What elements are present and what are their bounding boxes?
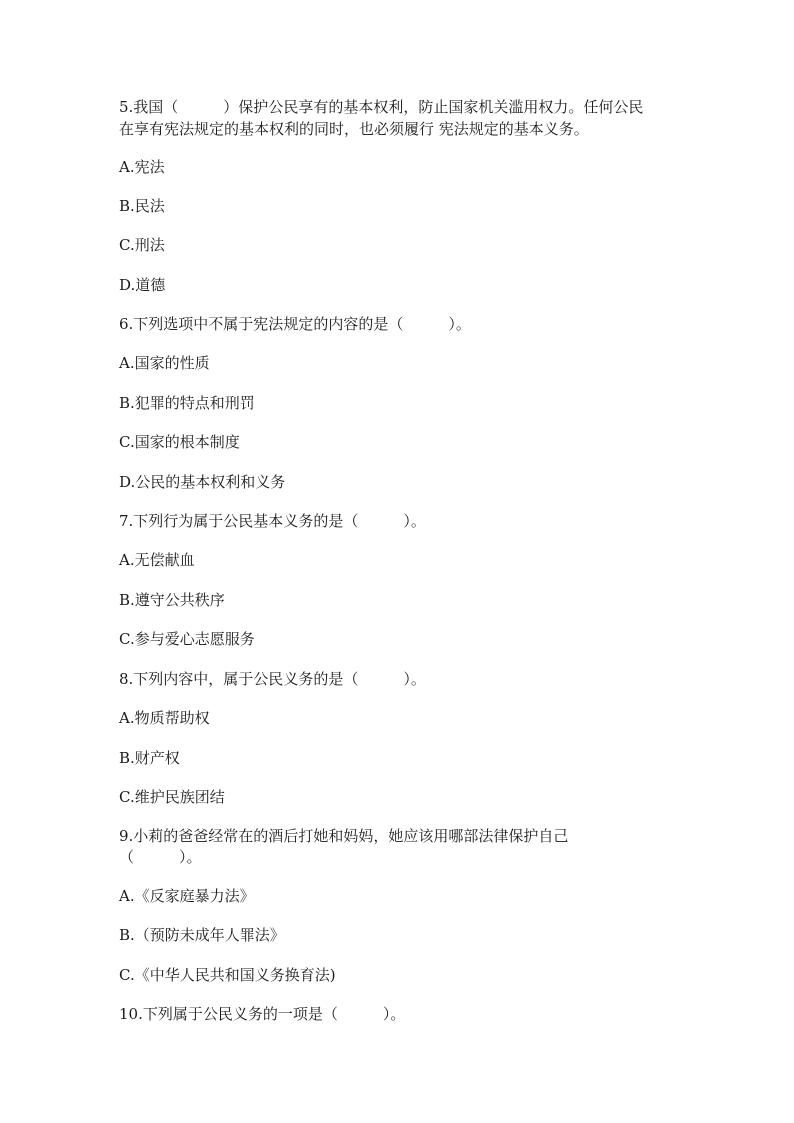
question-6-option-b: B.犯罪的特点和刑罚	[119, 394, 255, 412]
question-9-option-a: A.《反家庭暴力法》	[119, 887, 255, 905]
question-6-option-a: A.国家的性质	[119, 354, 210, 372]
question-6-option-c: C.国家的根本制度	[119, 433, 240, 451]
question-9-stem-line-1: 9.小莉的爸爸经常在的酒后打她和妈妈，她应该用哪部法律保护自己	[119, 827, 569, 845]
question-7-stem: 7.下列行为属于公民基本义务的是（ ）。	[119, 512, 426, 530]
question-5-option-c: C.刑法	[119, 236, 165, 254]
question-9-stem-line-2: （ ）。	[119, 848, 202, 866]
question-5-stem-line-1: 5.我国（ ）保护公民享有的基本权利，防止国家机关滥用权力。任何公民	[119, 98, 644, 116]
question-6-option-d: D.公民的基本权利和义务	[119, 473, 286, 491]
question-5-stem-line-2: 在享有宪法规定的基本权利的同时，也必须履行 宪法规定的基本义务。	[119, 120, 589, 138]
question-7-option-a: A.无偿献血	[119, 551, 195, 569]
question-5-option-a: A.宪法	[119, 158, 165, 176]
question-8-option-c: C.维护民族团结	[119, 788, 225, 806]
question-8-stem: 8.下列内容中，属于公民义务的是（ ）。	[119, 670, 426, 688]
question-7-option-c: C.参与爱心志愿服务	[119, 630, 255, 648]
question-10-stem: 10.下列属于公民义务的一项是（ ）。	[119, 1005, 406, 1023]
question-5-option-b: B.民法	[119, 197, 165, 215]
question-8-option-b: B.财产权	[119, 749, 180, 767]
question-5-option-d: D.道德	[119, 276, 166, 294]
question-6-stem: 6.下列选项中不属于宪法规定的内容的是（ ）。	[119, 315, 471, 333]
question-9-option-c: C.《中华人民共和国义务换育法)	[119, 966, 336, 984]
question-7-option-b: B.遵守公共秩序	[119, 591, 225, 609]
question-9-option-b: B.（预防未成年人罪法》	[119, 926, 285, 944]
question-8-option-a: A.物质帮助权	[119, 709, 210, 727]
